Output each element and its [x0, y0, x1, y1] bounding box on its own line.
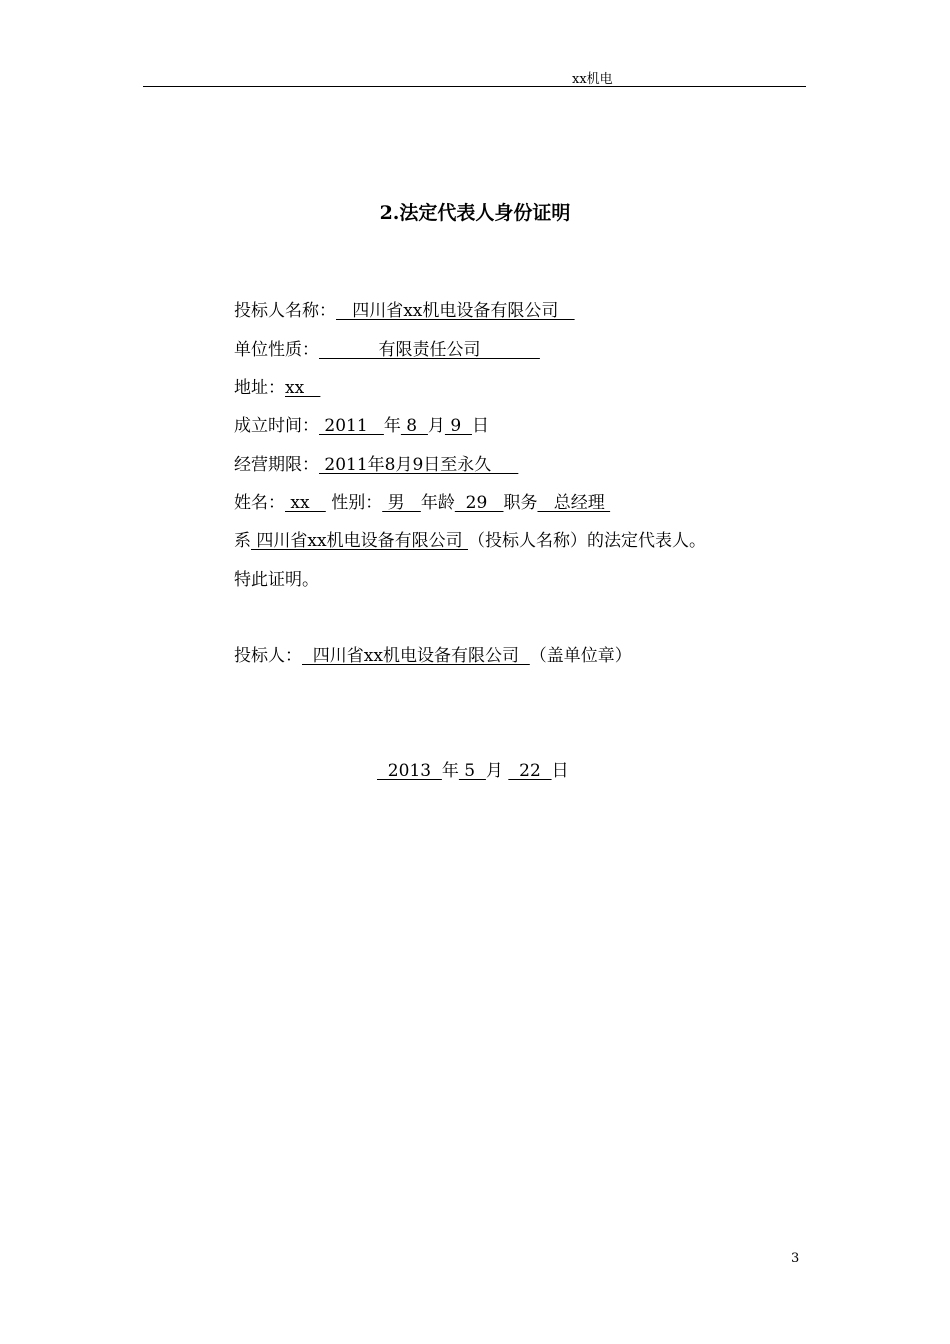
established-year: 2011: [319, 416, 384, 436]
signature-label: 投标人：: [234, 646, 302, 666]
established-month-unit: 月: [427, 416, 445, 436]
position-label: 职务: [503, 493, 538, 513]
established-day-unit: 日: [471, 416, 489, 436]
page-number: 3: [791, 1251, 800, 1266]
position-value: 总经理: [537, 493, 611, 513]
header-text: xx机电: [572, 72, 613, 87]
address-line: [234, 373, 320, 398]
gender-value: 男: [382, 493, 421, 513]
unit-type-label: 单位性质：: [234, 340, 319, 360]
name-value: xx: [285, 493, 326, 513]
relation-suffix: （投标人名称）的法定代表人。: [467, 531, 706, 551]
term-line: [234, 450, 518, 475]
established-line: [234, 411, 489, 436]
date-day: 22: [508, 761, 552, 781]
term-label: 经营期限：: [234, 455, 319, 475]
person-line: [234, 488, 610, 513]
name-label: 姓名：: [234, 493, 285, 513]
date-year-unit: 年: [441, 761, 459, 781]
signature-suffix: （盖单位章）: [529, 646, 632, 666]
established-month: 8: [400, 416, 428, 436]
date-year: 2013: [377, 761, 442, 781]
age-value: 29: [454, 493, 504, 513]
gender-label: 性别：: [331, 493, 383, 513]
page-title: 2.法定代表人身份证明: [379, 202, 571, 224]
term-value: 2011年8月9日至永久: [319, 455, 519, 475]
signature-company: 四川省xx机电设备有限公司: [302, 646, 530, 666]
signature-line: [234, 641, 632, 666]
relation-prefix: 系: [234, 531, 251, 551]
established-day: 9: [444, 416, 472, 436]
date-day-unit: 日: [551, 761, 569, 781]
header-rule: [143, 86, 806, 87]
relation-line: [234, 526, 706, 551]
date-month-unit: 月: [485, 761, 503, 781]
date-month: 5: [458, 761, 486, 781]
established-year-unit: 年: [383, 416, 401, 436]
address-value: xx: [285, 378, 321, 398]
relation-company: 四川省xx机电设备有限公司: [251, 531, 468, 551]
bidder-label: 投标人名称：: [234, 301, 336, 321]
established-label: 成立时间：: [234, 416, 319, 436]
unit-type-value: 有限责任公司: [319, 340, 540, 360]
age-label: 年龄: [420, 493, 455, 513]
certify-line: 特此证明。: [234, 570, 319, 590]
date-line: [377, 756, 569, 781]
address-label: 地址：: [234, 378, 285, 398]
bidder-line: [234, 296, 575, 321]
unit-type-line: [234, 335, 540, 360]
bidder-value: 四川省xx机电设备有限公司: [336, 301, 575, 321]
